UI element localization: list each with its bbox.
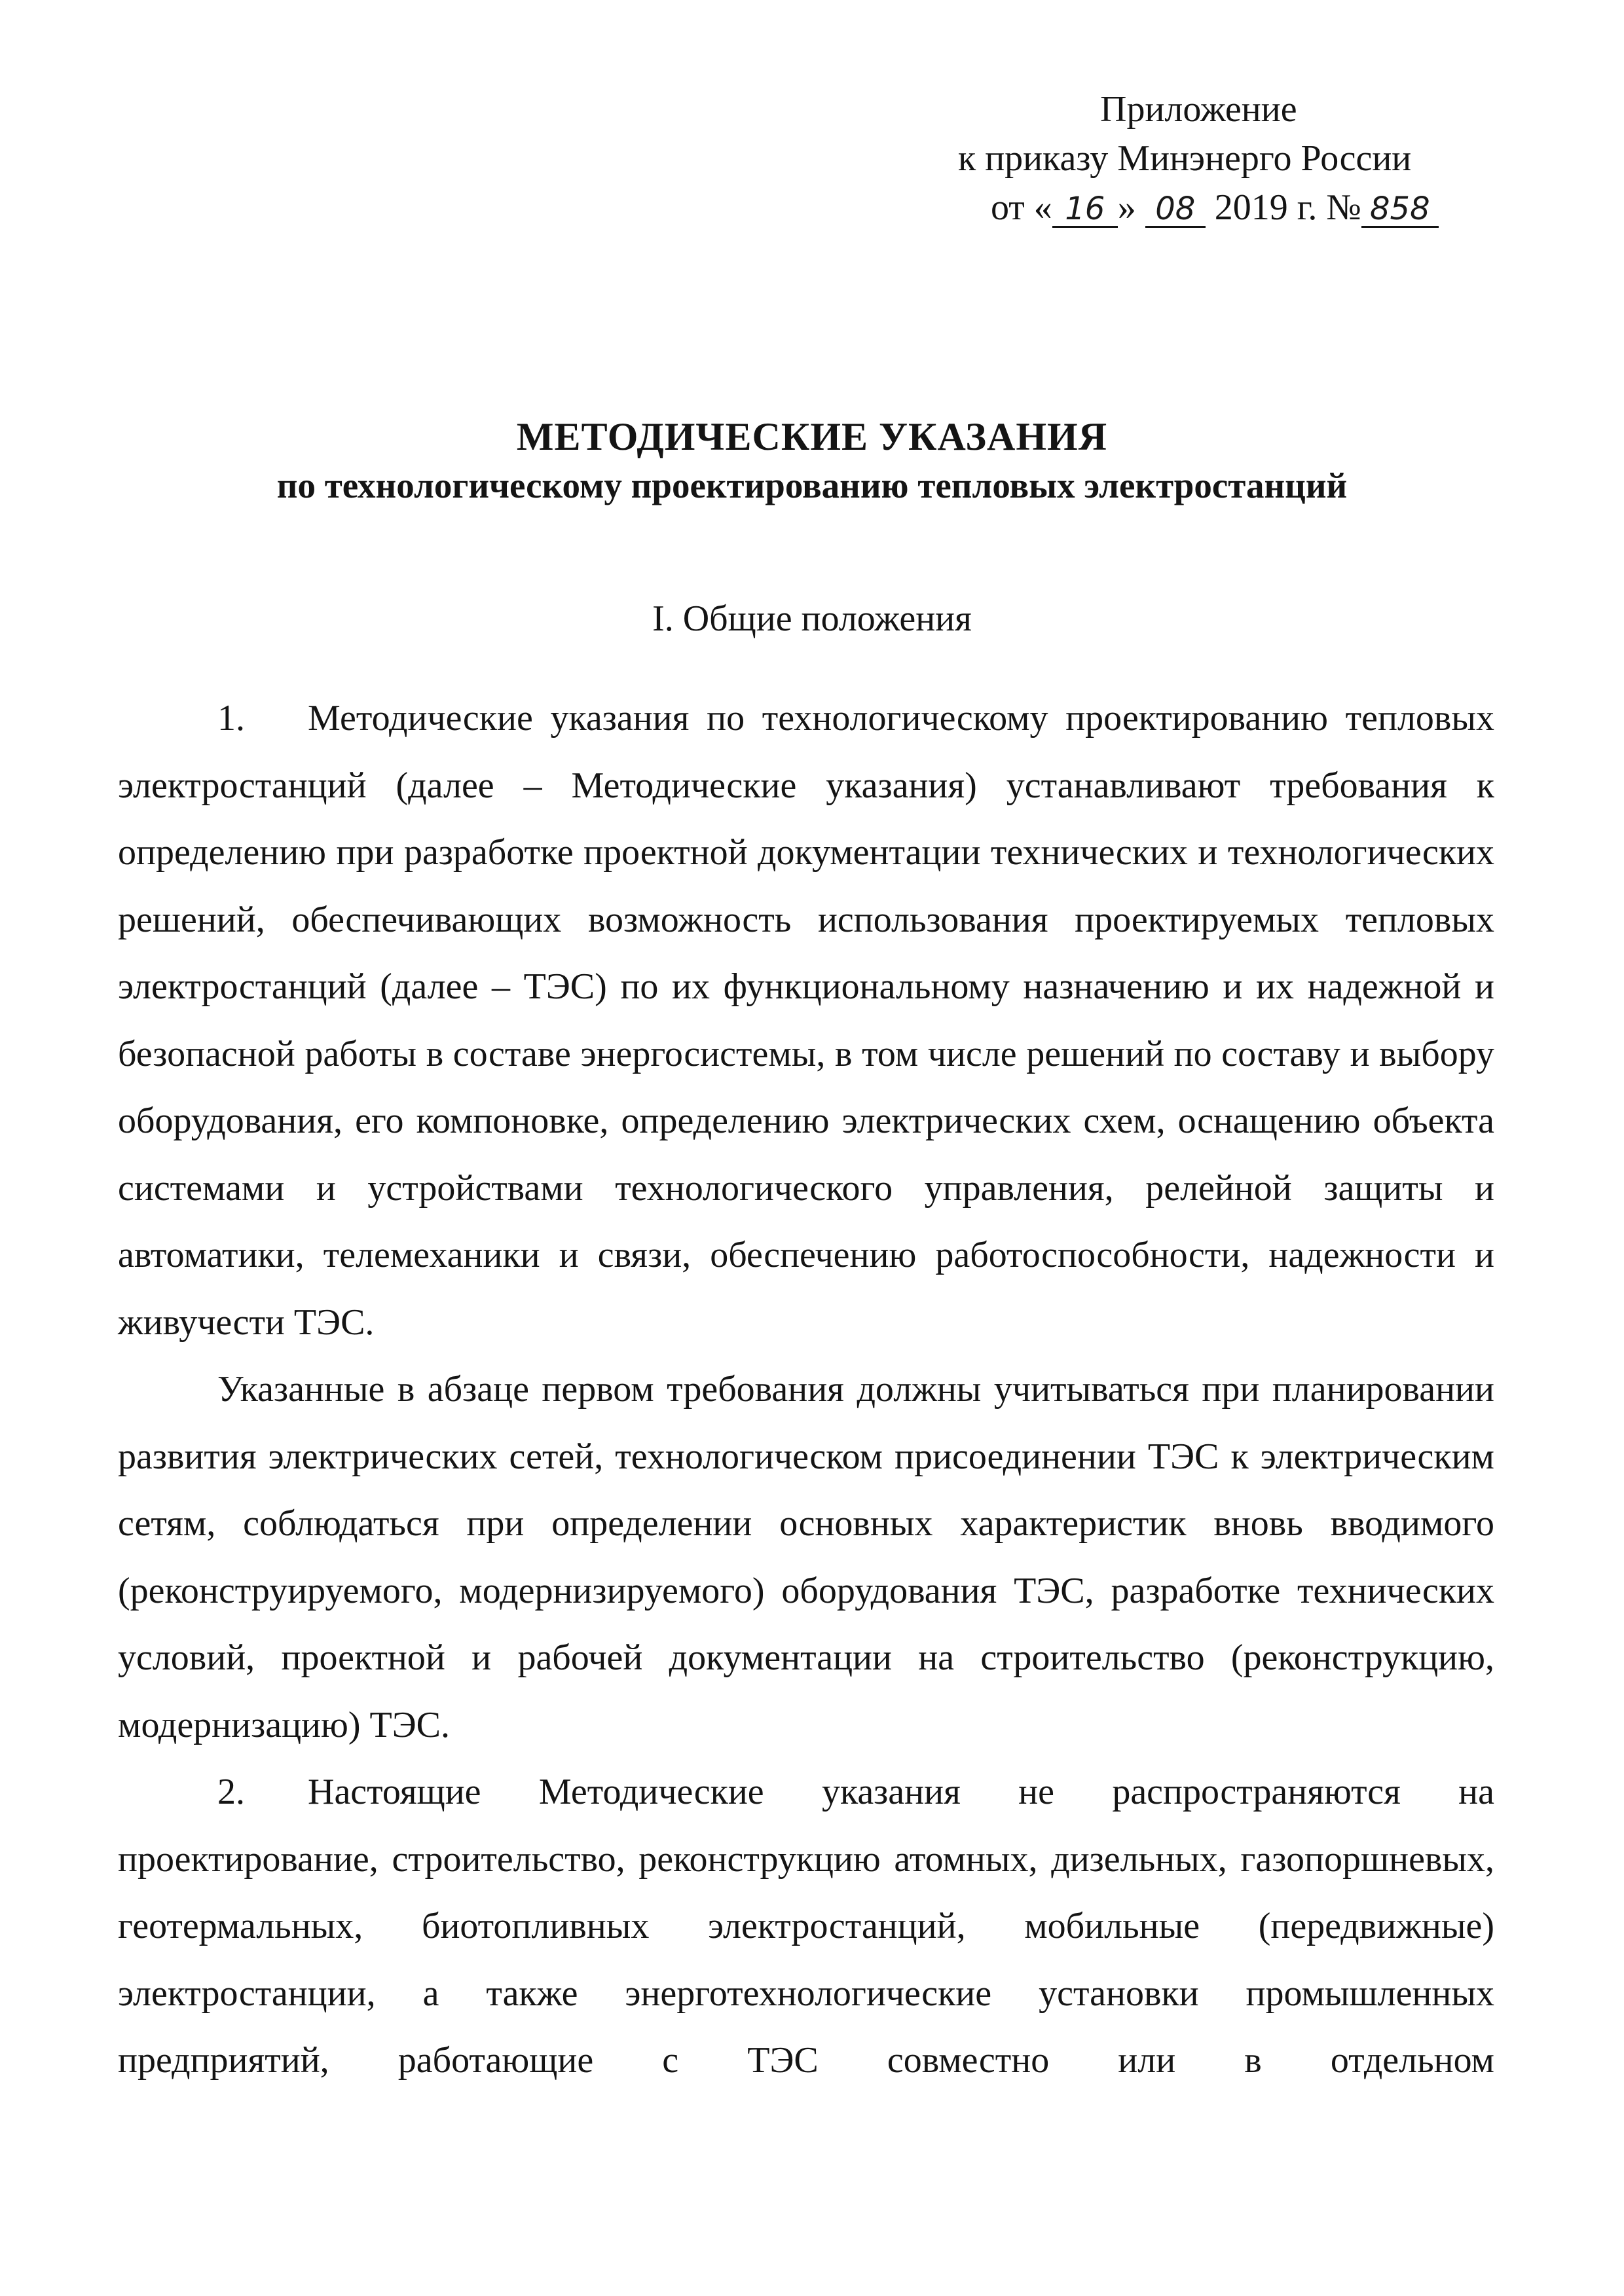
section-heading: I. Общие положения: [652, 598, 972, 639]
document-body: [118, 685, 1494, 2094]
paragraph-1: [118, 685, 1494, 1356]
date-year: 2019 г. №: [1205, 187, 1361, 228]
handwritten-day: 16: [1052, 192, 1118, 228]
date-prefix: от «: [991, 187, 1052, 228]
title-subtitle: по технологическому проектированию тепловых электростанций: [276, 465, 1348, 505]
appendix-label: Приложение: [1100, 89, 1297, 130]
paragraph-3: [118, 1758, 1494, 2094]
title-main: МЕТОДИЧЕСКИЕ УКАЗАНИЯ: [516, 415, 1108, 458]
item-number: 2.: [217, 1772, 245, 1812]
paragraph-text: Настоящие Методические указания не распространяются на проектирование, строительство, реконструкцию атомных, дизельных, газопоршневых, геотермальных, биотопливных электростанций, мобильные (передвижные) электростанции, а также энерготехнологические установки промышленных предприятий, работающие с ТЭС совместно или в отдельном: [118, 1772, 1494, 2081]
order-reference: к приказу Минэнерго России: [958, 138, 1412, 179]
paragraph-text: Указанные в абзаце первом требования должны учитываться при планировании развития электрических сетей, технологическом присоединении ТЭС к электрическим сетям, соблюдаться при определении основных характеристик вновь вводимого (реконструируемого, модернизируемого) оборудования ТЭС, разработке технических условий, проектной и рабочей документации на строительство (реконструкцию, модернизацию) ТЭС.: [118, 1369, 1494, 1745]
paragraph-2: [118, 1356, 1494, 1758]
order-date-line: [953, 183, 1490, 232]
handwritten-order-number: 858: [1361, 192, 1439, 228]
date-mid: »: [1117, 187, 1145, 228]
paragraph-text: Методические указания по технологическому проектированию тепловых электростанций (далее – Методические указания) устанавливают требования к определению при разработке проектной документации технических и технологических решений, обеспечивающих возможность использования проектируемых тепловых электростанций (далее – ТЭС) по их функциональному назначению и их надежной и безопасной работы в составе энергосистемы, в том числе решений по составу и выбору оборудования, его компоновке, определению электрических схем, оснащению объекта системами и устройствами технологического управления, релейной защиты и автоматики, телемеханики и связи, обеспечению работоспособности, надежности и живучести ТЭС.: [118, 698, 1494, 1343]
document-title: [0, 411, 1624, 509]
item-number: 1.: [217, 698, 245, 738]
appendix-header: [953, 85, 1490, 232]
handwritten-month: 08: [1145, 192, 1206, 228]
